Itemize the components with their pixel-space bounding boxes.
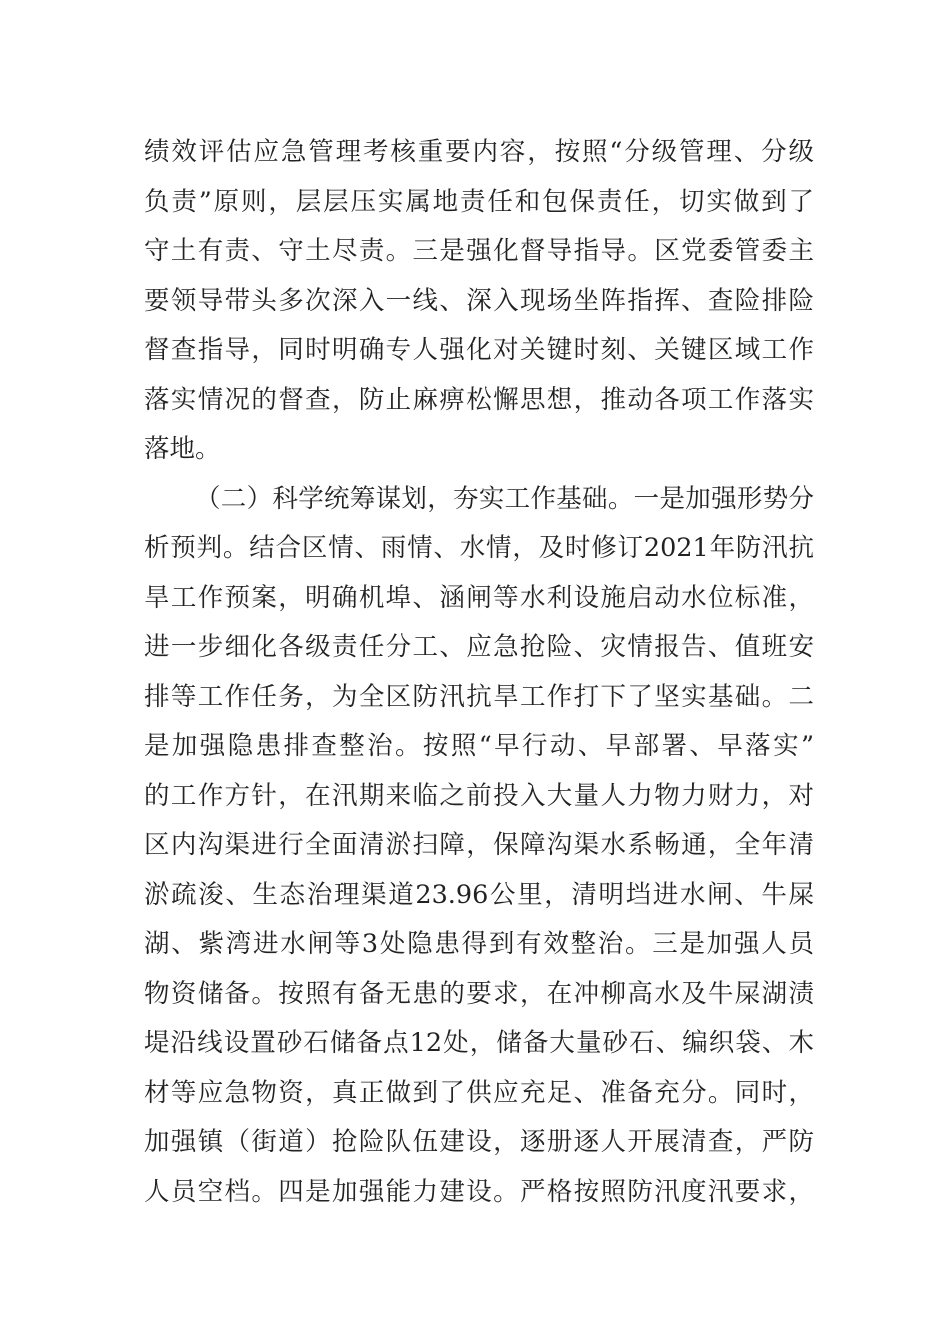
text-line-8-paragraph-start: （二）科学统筹谋划，夯实工作基础。一是加强形势分 [195,483,814,514]
text-line-5: 督查指导，同时明确专人强化对关键时刻、关键区域工作 [144,335,814,365]
text-line-6: 落实情况的督查，防止麻痹松懈思想，推动各项工作落实 [144,384,814,415]
body-text [144,128,814,1217]
text-line-13: 是加强隐患排查整治。按照“早行动、早部署、早落实” [144,731,814,761]
text-line-14: 的工作方针，在汛期来临之前投入大量人力物力财力，对 [144,780,814,811]
text-line-12: 排等工作任务，为全区防汛抗旱工作打下了坚实基础。二 [144,681,814,712]
text-line-7: 落地。 [144,434,221,464]
text-line-21: 加强镇（街道）抢险队伍建设，逐册逐人开展清查，严防 [144,1127,814,1157]
text-line-10: 旱工作预案，明确机埠、涵闸等水利设施启动水位标准， [144,582,814,613]
text-line-18: 物资储备。按照有备无患的要求，在冲柳高水及牛屎湖渍 [144,978,814,1009]
text-line-1: 绩效评估应急管理考核重要内容，按照“分级管理、分级 [144,137,814,167]
text-line-19: 堤沿线设置砂石储备点12处，储备大量砂石、编织袋、木 [144,1028,814,1058]
text-line-16: 淤疏浚、生态治理渠道23.96公里，清明垱进水闸、牛屎 [144,879,814,910]
text-line-3: 守土有责、守土尽责。三是强化督导指导。区党委管委主 [144,236,814,266]
text-line-11: 进一步细化各级责任分工、应急抢险、灾情报告、值班安 [144,632,814,662]
text-line-20: 材等应急物资，真正做到了供应充足、准备充分。同时， [144,1077,814,1108]
text-line-15: 区内沟渠进行全面清淤扫障，保障沟渠水系畅通，全年清 [144,830,814,860]
text-line-22: 人员空档。四是加强能力建设。严格按照防汛度汛要求， [144,1176,814,1207]
text-line-2: 负责”原则，层层压实属地责任和包保责任，切实做到了 [144,186,814,217]
text-line-17: 湖、紫湾进水闸等3处隐患得到有效整治。三是加强人员 [144,929,814,959]
text-line-9: 析预判。结合区情、雨情、水情，及时修订2021年防汛抗 [144,533,814,563]
text-line-4: 要领导带头多次深入一线、深入现场坐阵指挥、查险排险 [144,285,814,316]
